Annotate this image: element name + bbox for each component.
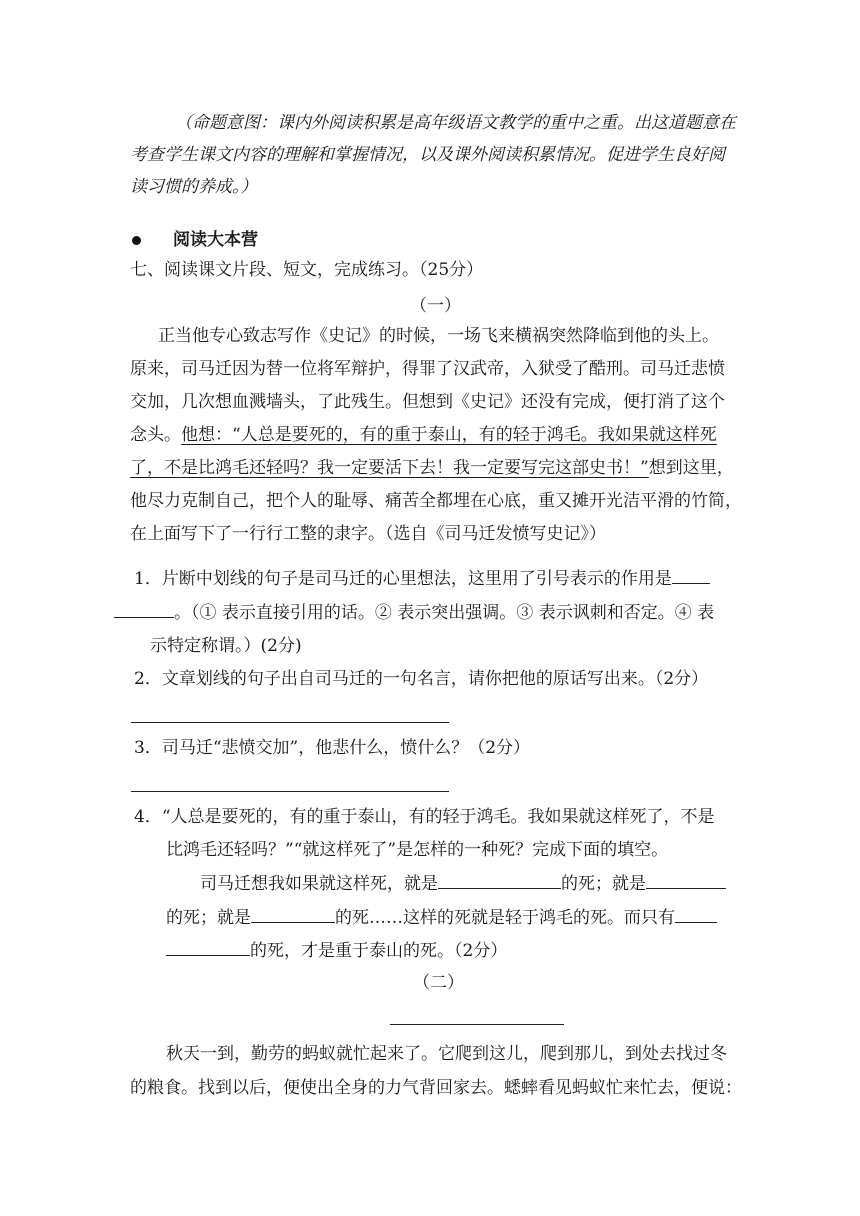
fill-line	[166, 939, 507, 963]
passage-text: 想到这里，	[648, 458, 734, 478]
question-1-cont	[114, 601, 714, 625]
fill-text: 的死……这样的死就是轻于鸿毛的死。而只有	[335, 908, 675, 928]
answer-blank[interactable]	[675, 921, 717, 923]
answer-line[interactable]	[131, 722, 449, 723]
passage-line	[130, 423, 717, 447]
passage-text: 念头。	[130, 425, 181, 445]
intent-line-1: （命题意图：课内外阅读积累是高年级语文教学的重中之重。出这道题意在	[175, 113, 736, 133]
answer-line[interactable]	[131, 791, 449, 792]
intent-line-3: 读习惯的养成。）	[130, 177, 258, 197]
question-3: 3．司马迁“悲愤交加”，他悲什么，愤什么？（2分）	[134, 738, 531, 758]
question-1-cont: 示特定称谓。）(2分)	[150, 636, 302, 656]
underlined-sentence: 他想：“人总是要死的，有的重于泰山，有的轻于鸿毛。我如果就这样死	[181, 425, 717, 445]
fill-text: 的死；就是	[561, 874, 646, 894]
question-4-cont: 比鸿毛还轻吗？”“就这样死了”是怎样的一种死？完成下面的填空。	[166, 840, 669, 860]
passage-line: 交加，几次想血溅墙头，了此残生。但想到《史记》还没有完成，便打消了这个	[130, 392, 725, 412]
answer-blank[interactable]	[166, 954, 250, 956]
question-text: 1．片断中划线的句子是司马迁的心里想法，这里用了引号表示的作用是	[134, 569, 672, 589]
passage-line: 在上面写下了一行行工整的隶字。（选自《司马迁发愤写史记》）	[130, 524, 606, 544]
question-7-heading: 七、阅读课文片段、短文，完成练习。（25分）	[130, 260, 484, 280]
passage-line	[130, 456, 734, 480]
fill-text: 的死，才是重于泰山的死。（2分）	[250, 941, 508, 961]
fill-line	[166, 906, 717, 930]
answer-blank[interactable]	[114, 616, 174, 618]
question-2: 2．文章划线的句子出自司马迁的一句名言，请你把他的原话写出来。（2分）	[134, 669, 709, 689]
fill-text: 司马迁想我如果就这样死，就是	[200, 874, 438, 894]
question-1	[134, 567, 710, 591]
underlined-sentence: 了，不是比鸿毛还轻吗？我一定要活下去！我一定要写完这部史书！”	[130, 458, 649, 478]
section-heading: 阅读大本营	[173, 230, 258, 250]
answer-blank[interactable]	[672, 582, 710, 584]
answer-blank[interactable]	[438, 887, 561, 889]
question-4: 4．“人总是要死的，有的重于泰山，有的轻于鸿毛。我如果就这样死了，不是	[134, 807, 715, 827]
intent-line-2: 考查学生课文内容的理解和掌握情况，以及课外阅读积累情况。促进学生良好阅	[130, 145, 725, 165]
part-1-title: （一）	[410, 296, 461, 316]
passage-line: 正当他专心致志写作《史记》的时候，一场飞来横祸突然降临到他的头上。	[158, 326, 719, 346]
fill-text: 的死；就是	[166, 908, 251, 928]
passage-line: 秋天一到，勤劳的蚂蚁就忙起来了。它爬到这儿，爬到那儿，到处去找过冬	[166, 1044, 727, 1064]
title-blank-line[interactable]	[390, 1024, 564, 1025]
bullet-icon	[132, 236, 141, 245]
passage-line: 的粮食。找到以后，便使出全身的力气背回家去。蟋蟀看见蚂蚁忙来忙去，便说：	[130, 1078, 742, 1098]
answer-blank[interactable]	[251, 921, 335, 923]
passage-line: 原来，司马迁因为替一位将军辩护，得罪了汉武帝，入狱受了酷刑。司马迁悲愤	[130, 359, 725, 379]
answer-blank[interactable]	[646, 887, 726, 889]
question-text: 。（① 表示直接引用的话。② 表示突出强调。③ 表示讽刺和否定。④ 表	[174, 603, 715, 623]
fill-line	[200, 872, 726, 896]
passage-line: 他尽力克制自己，把个人的耻辱、痛苦全都埋在心底，重又摊开光洁平滑的竹简，	[130, 491, 742, 511]
part-2-title: （二）	[413, 973, 464, 993]
